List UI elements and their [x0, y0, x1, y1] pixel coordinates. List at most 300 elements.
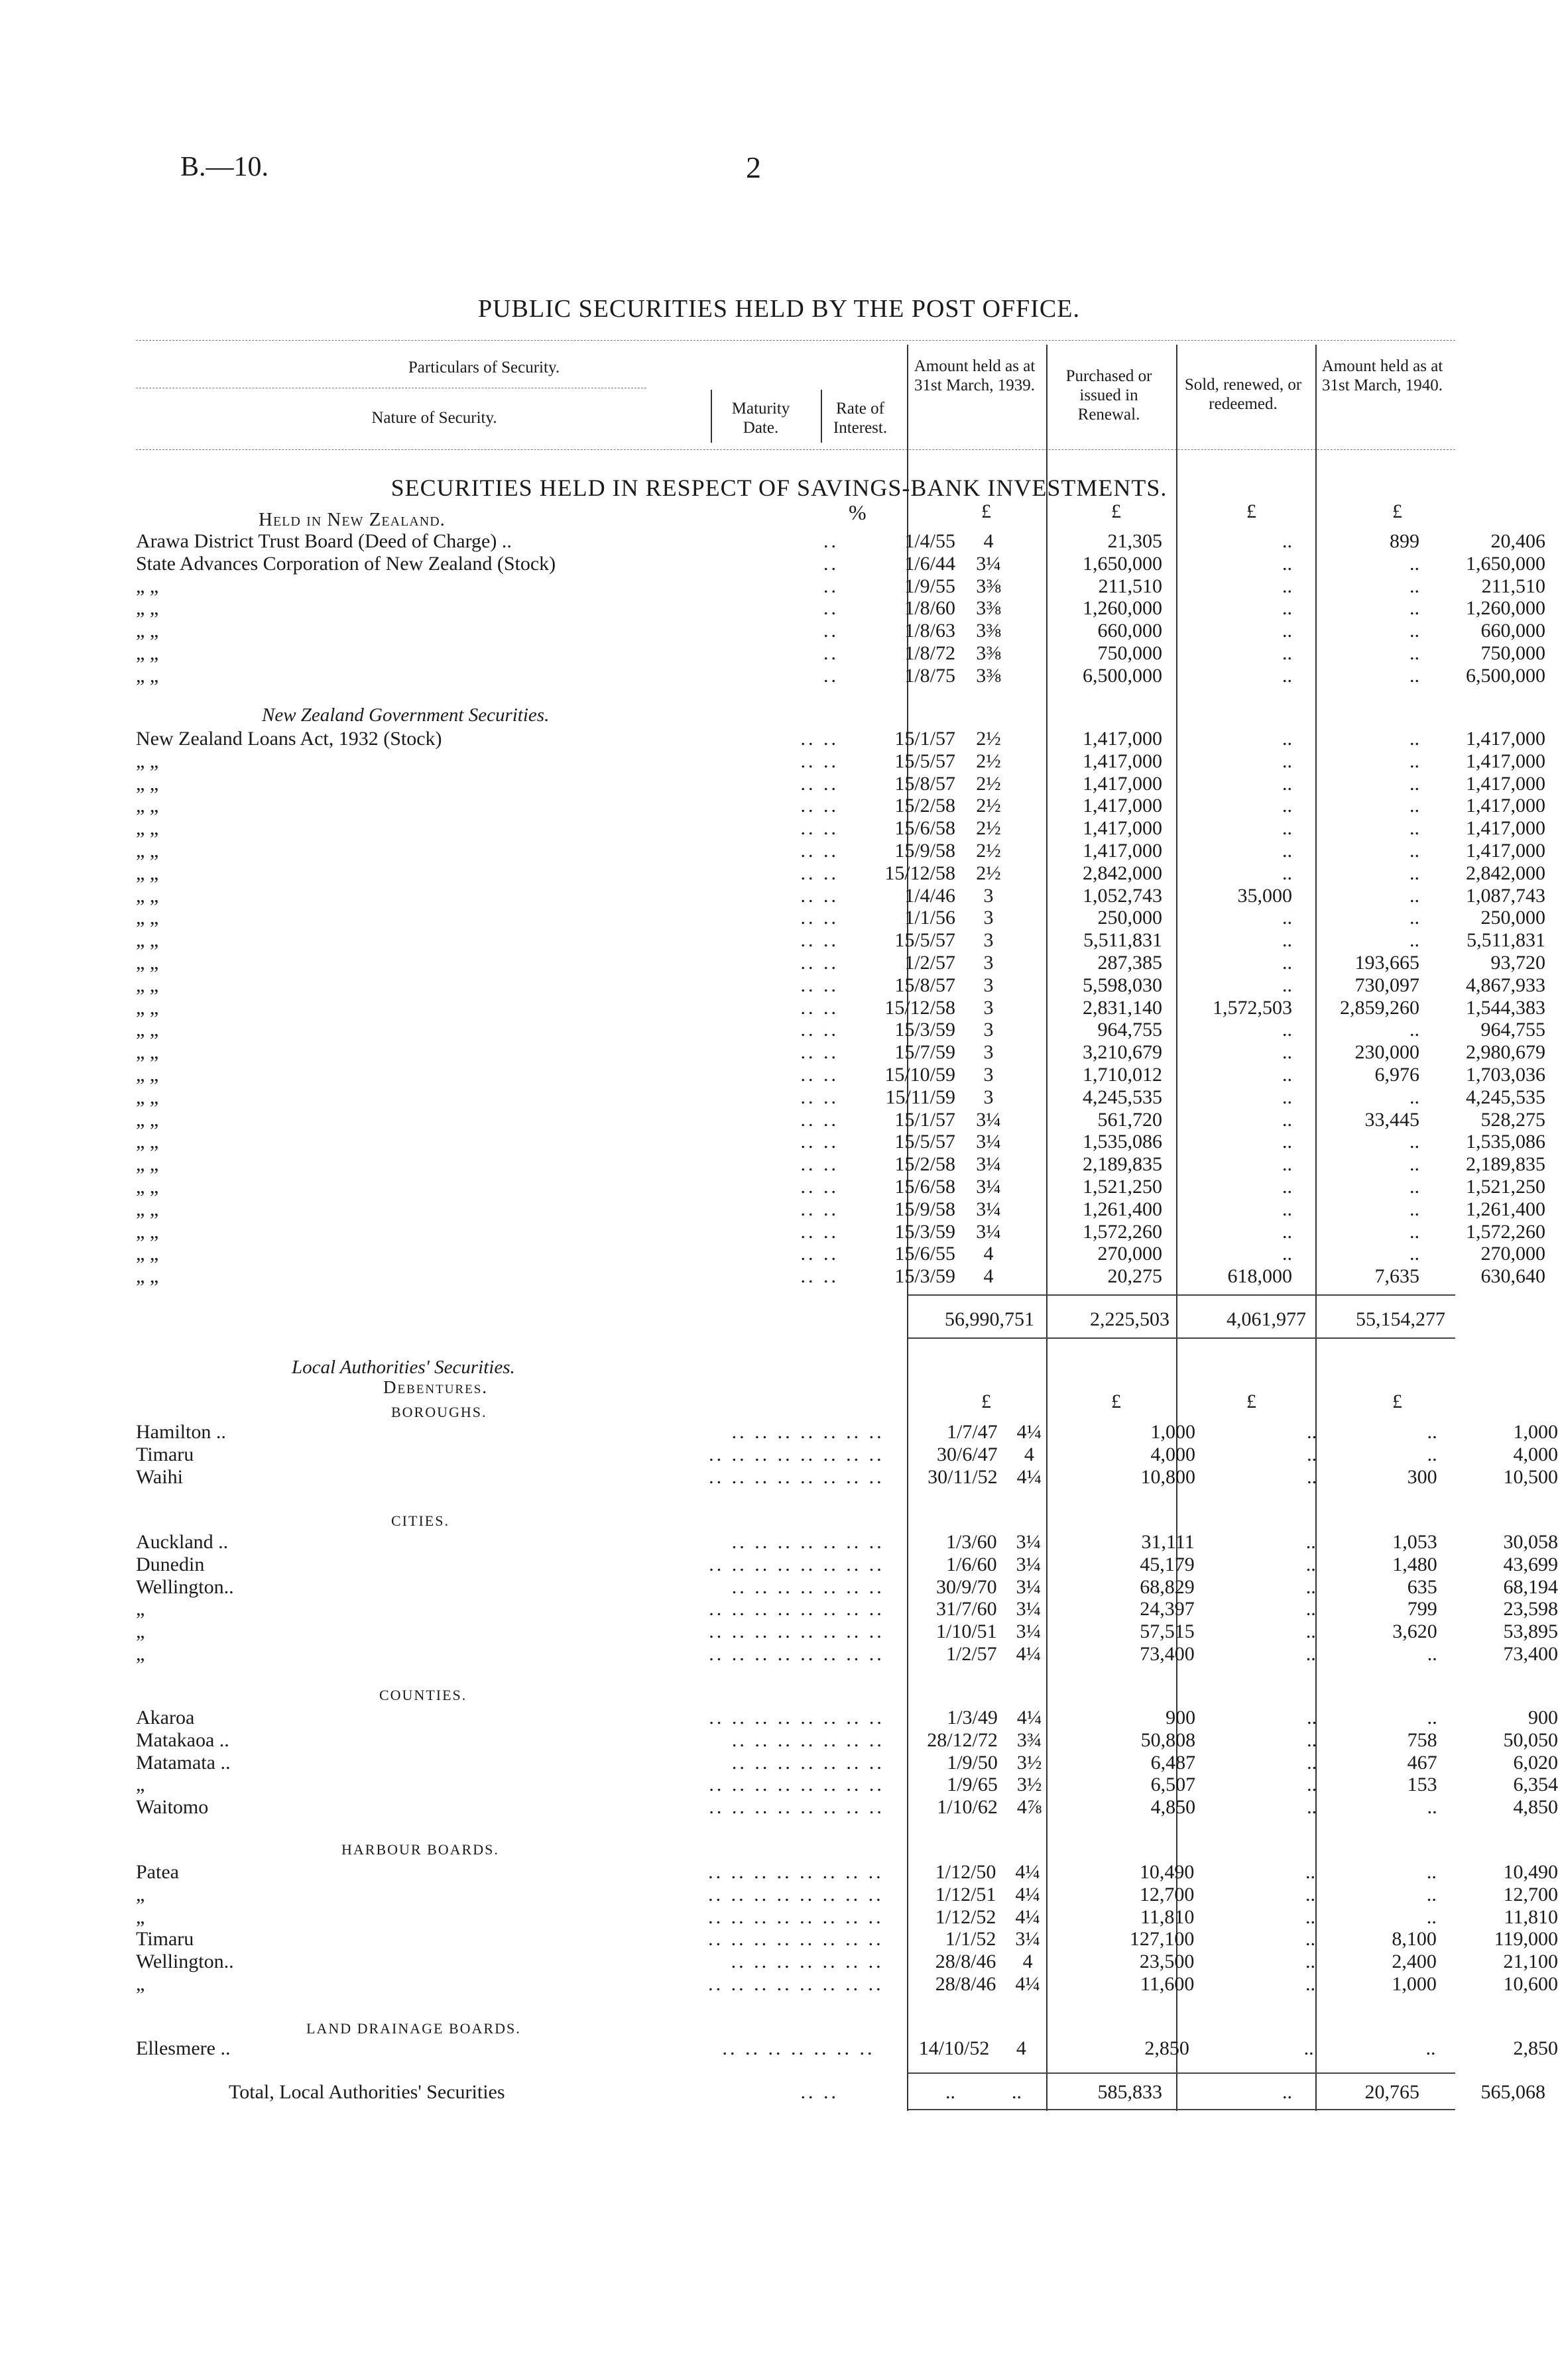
harbour-purchased: ..: [1305, 1905, 1316, 1928]
govt-name: „ „: [136, 1265, 159, 1288]
govt-purchased: ..: [1282, 974, 1292, 996]
harbour-name: „: [136, 1905, 145, 1928]
nz-held-1940: 750,000: [1480, 642, 1545, 664]
govt-maturity: 1/1/56: [904, 907, 955, 929]
city-purchased: ..: [1305, 1575, 1316, 1598]
govt-held-1940: 964,755: [1480, 1019, 1545, 1041]
govt-sold: ..: [1409, 1243, 1419, 1265]
city-dots: .. .. .. .. .. .. .. ..: [709, 1620, 884, 1643]
govt-dots: .. ..: [800, 1198, 839, 1220]
borough-held-1939: 10,800: [1140, 1465, 1195, 1488]
table-local-total: [136, 2081, 1545, 2104]
harbour-held-1939: 127,100: [1129, 1928, 1195, 1951]
document-reference: B.—10.: [180, 152, 269, 182]
harbour-rate: 4: [1022, 1951, 1033, 1973]
govt-purchased: ..: [1282, 817, 1292, 840]
harbour-row: [136, 1928, 1558, 1951]
govt-held-1939: 270,000: [1097, 1243, 1162, 1265]
nz-held-1939: 21,305: [1107, 530, 1162, 552]
govt-row: [136, 1041, 1545, 1064]
govt-row: [136, 997, 1545, 1019]
govt-purchased: 618,000: [1227, 1265, 1292, 1288]
govt-maturity: 15/5/57: [894, 929, 955, 952]
harbour-held-1939: 12,700: [1139, 1883, 1195, 1905]
nz-held-1940: 660,000: [1480, 620, 1545, 642]
table-nz-securities: [136, 530, 1545, 687]
govt-held-1939: 287,385: [1097, 951, 1162, 974]
nz-dots: ..: [823, 530, 839, 552]
heading-boroughs: BOROUGHS.: [391, 1404, 487, 1420]
borough-row: [136, 1466, 1558, 1489]
govt-rate: 2½: [976, 750, 1001, 772]
city-held-1939: 45,179: [1140, 1553, 1195, 1575]
govt-purchased: 1,572,503: [1213, 996, 1292, 1019]
county-maturity: 1/9/50: [947, 1751, 998, 1774]
harbour-held-1939: 11,600: [1140, 1972, 1195, 1995]
govt-row: [136, 1176, 1545, 1198]
govt-held-1940: 2,842,000: [1466, 862, 1545, 884]
harbour-sold: 8,100: [1392, 1928, 1437, 1951]
govt-held-1940: 1,417,000: [1466, 839, 1545, 862]
govt-dots: .. ..: [800, 795, 839, 817]
county-held-1940: 4,850: [1513, 1796, 1558, 1819]
harbour-rate: 3¼: [1015, 1928, 1040, 1951]
nz-rate: 4: [983, 530, 994, 552]
govt-maturity: 15/3/59: [894, 1220, 955, 1243]
govt-rate: 3¼: [976, 1108, 1001, 1131]
county-purchased: ..: [1307, 1707, 1317, 1728]
govt-sold: ..: [1409, 1220, 1419, 1243]
county-name: Akaroa: [136, 1707, 195, 1728]
nz-held-1940: 6,500,000: [1466, 664, 1545, 687]
harbour-name: Wellington..: [136, 1951, 234, 1973]
govt-purchased: ..: [1282, 862, 1292, 884]
govt-sold: 730,097: [1354, 974, 1419, 996]
city-row: [136, 1554, 1558, 1576]
govt-held-1939: 561,720: [1097, 1108, 1162, 1131]
nz-held-1939: 1,650,000: [1083, 552, 1162, 575]
nz-dots: ..: [823, 597, 839, 620]
county-held-1939: 50,808: [1140, 1728, 1196, 1751]
city-rate: 3¼: [1016, 1553, 1042, 1575]
harbour-sold: ..: [1426, 1883, 1437, 1905]
govt-dots: .. ..: [800, 1220, 839, 1243]
govt-row: [136, 795, 1545, 817]
harbour-dots: .. .. .. .. .. .. .. ..: [708, 1861, 884, 1883]
city-held-1939: 68,829: [1140, 1575, 1195, 1598]
govt-rate: 3¼: [976, 1198, 1001, 1220]
govt-purchased: ..: [1282, 1153, 1292, 1176]
nz-purchased: ..: [1282, 530, 1292, 552]
harbour-dots: .. .. .. .. .. .. .. ..: [708, 1883, 884, 1905]
govt-maturity: 15/8/57: [894, 772, 955, 795]
harbour-rate: 4¼: [1015, 1883, 1040, 1905]
drainage-sold: ..: [1425, 2037, 1436, 2059]
harbour-maturity: 28/8/46: [935, 1951, 996, 1973]
govt-sold: 7,635: [1374, 1265, 1419, 1288]
govt-held-1939: 5,598,030: [1083, 974, 1162, 996]
govt-total-held-1940: 55,154,277: [1356, 1308, 1445, 1330]
table-govt-securities: [136, 728, 1545, 1288]
govt-maturity: 15/6/58: [894, 817, 955, 840]
govt-sold: ..: [1409, 750, 1419, 772]
harbour-row: [136, 1884, 1558, 1906]
govt-sold: ..: [1409, 1198, 1419, 1220]
city-sold: 1,480: [1392, 1553, 1437, 1575]
table-counties: [136, 1707, 1558, 1819]
govt-held-1940: 2,980,679: [1466, 1041, 1545, 1064]
local-total-bottom-rule: [908, 2109, 1455, 2110]
header-bottom-rule: [136, 449, 1455, 450]
govt-held-1940: 1,544,383: [1466, 996, 1545, 1019]
govt-row: [136, 1221, 1545, 1243]
city-rate: 3¼: [1016, 1620, 1042, 1643]
govt-name: „ „: [136, 1131, 159, 1153]
county-name: Waitomo: [136, 1796, 209, 1819]
local-total-label: Total, Local Authorities' Securities: [229, 2081, 505, 2103]
govt-name: „ „: [136, 996, 159, 1019]
govt-sold: 33,445: [1364, 1108, 1419, 1131]
govt-name: „ „: [136, 1220, 159, 1243]
city-name: „: [136, 1642, 145, 1665]
city-name: „: [136, 1598, 145, 1620]
govt-maturity: 15/9/58: [894, 1198, 955, 1220]
city-sold: 1,053: [1392, 1531, 1437, 1553]
harbour-held-1940: 119,000: [1494, 1928, 1558, 1951]
county-row: [136, 1729, 1558, 1752]
govt-rate: 2½: [976, 772, 1001, 795]
govt-held-1939: 1,417,000: [1083, 750, 1162, 772]
govt-maturity: 15/9/58: [894, 839, 955, 862]
county-held-1939: 900: [1166, 1707, 1196, 1728]
govt-dots: .. ..: [800, 884, 839, 907]
harbour-purchased: ..: [1305, 1951, 1316, 1973]
city-row: [136, 1576, 1558, 1599]
govt-rate: 3: [983, 884, 994, 907]
county-name: Matakaoa ..: [136, 1728, 229, 1751]
govt-sold: ..: [1409, 929, 1419, 952]
govt-dots: .. ..: [800, 1265, 839, 1288]
nz-maturity: 1/6/44: [904, 552, 955, 575]
govt-name: „ „: [136, 1198, 159, 1220]
local-total-sold: 20,765: [1364, 2081, 1419, 2103]
city-held-1939: 24,397: [1140, 1598, 1195, 1620]
harbour-dots: .. .. .. .. .. .. .. ..: [708, 1972, 884, 1995]
govt-rate: 3¼: [976, 1153, 1001, 1176]
county-dots: .. .. .. .. .. .. .. ..: [709, 1774, 884, 1796]
govt-purchased: ..: [1282, 1131, 1292, 1153]
harbour-held-1940: 10,490: [1503, 1861, 1558, 1883]
nz-held-1940: 20,406: [1490, 530, 1545, 552]
borough-sold: ..: [1427, 1421, 1437, 1443]
city-maturity: 1/10/51: [935, 1620, 997, 1643]
borough-purchased: ..: [1307, 1465, 1317, 1488]
borough-rate: 4¼: [1016, 1421, 1042, 1443]
nz-row: [136, 597, 1545, 620]
local-total-maturity: ..: [945, 2081, 955, 2103]
govt-name: „ „: [136, 795, 159, 817]
harbour-row: [136, 1973, 1558, 1996]
county-held-1939: 4,850: [1150, 1796, 1196, 1819]
nz-sold: ..: [1409, 575, 1419, 597]
nz-purchased: ..: [1282, 664, 1292, 687]
borough-sold: ..: [1427, 1443, 1437, 1465]
drainage-maturity: 14/10/52: [918, 2037, 990, 2059]
city-held-1939: 73,400: [1140, 1642, 1195, 1665]
govt-purchased: 35,000: [1237, 884, 1292, 907]
govt-rate: 3: [983, 974, 994, 996]
govt-held-1939: 3,210,679: [1083, 1041, 1162, 1064]
govt-rate: 3¼: [976, 1175, 1001, 1198]
govt-held-1940: 1,417,000: [1466, 750, 1545, 772]
nz-sold: 899: [1390, 530, 1419, 552]
govt-total-top-rule: [908, 1294, 1455, 1296]
nz-sold: ..: [1409, 552, 1419, 575]
header-held-1940: Amount held as at 31st March, 1940.: [1321, 357, 1443, 394]
govt-purchased: ..: [1282, 1063, 1292, 1086]
borough-held-1940: 1,000: [1513, 1421, 1558, 1443]
govt-row: [136, 929, 1545, 952]
govt-held-1939: 1,417,000: [1083, 772, 1162, 795]
local-unit-pound-purchased: £: [1111, 1390, 1121, 1412]
nz-held-1939: 660,000: [1097, 620, 1162, 642]
nz-name: „ „: [136, 664, 159, 687]
harbour-maturity: 28/8/46: [935, 1972, 996, 1995]
county-maturity: 1/9/65: [947, 1774, 998, 1796]
county-dots: .. .. .. .. .. .. .. ..: [709, 1707, 884, 1728]
harbour-sold: ..: [1426, 1861, 1437, 1883]
govt-held-1939: 20,275: [1107, 1265, 1162, 1288]
nz-dots: ..: [823, 642, 839, 664]
govt-sold: ..: [1409, 1086, 1419, 1108]
govt-row: [136, 1019, 1545, 1041]
govt-purchased: ..: [1282, 907, 1292, 929]
govt-rate: 2½: [976, 728, 1001, 750]
govt-name: „ „: [136, 884, 159, 907]
govt-total-bottom-rule: [908, 1337, 1455, 1339]
county-row: [136, 1796, 1558, 1819]
govt-total-sold: 4,061,977: [1227, 1308, 1306, 1330]
govt-row: [136, 1109, 1545, 1131]
borough-dots: .. .. .. .. .. .. .. ..: [709, 1443, 884, 1465]
harbour-held-1940: 21,100: [1503, 1951, 1558, 1973]
borough-row: [136, 1421, 1558, 1444]
govt-purchased: ..: [1282, 1220, 1292, 1243]
govt-rate: 2½: [976, 862, 1001, 884]
header-rule-maturity: [711, 390, 712, 443]
heading-local-authorities: Local Authorities' Securities.: [292, 1357, 515, 1378]
city-held-1940: 43,699: [1503, 1553, 1558, 1575]
govt-maturity: 15/6/58: [894, 1175, 955, 1198]
harbour-name: „: [136, 1972, 145, 1995]
govt-held-1939: 1,417,000: [1083, 839, 1162, 862]
heading-debentures: Debentures.: [383, 1377, 489, 1397]
nz-name: „ „: [136, 620, 159, 642]
govt-sold: ..: [1409, 772, 1419, 795]
nz-purchased: ..: [1282, 620, 1292, 642]
local-unit-pound-1940: £: [1392, 1390, 1402, 1412]
borough-name: Timaru: [136, 1443, 194, 1465]
city-dots: .. .. .. .. .. .. ..: [731, 1531, 884, 1553]
county-dots: .. .. .. .. .. .. .. ..: [709, 1796, 884, 1819]
city-sold: 799: [1407, 1598, 1437, 1620]
city-name: Wellington..: [136, 1575, 234, 1598]
govt-maturity: 15/10/59: [884, 1063, 955, 1086]
govt-maturity: 15/6/55: [894, 1243, 955, 1265]
nz-dots: ..: [823, 620, 839, 642]
govt-row: [136, 952, 1545, 974]
local-unit-pound-1939: £: [981, 1390, 991, 1412]
city-rate: 3¼: [1016, 1598, 1042, 1620]
govt-purchased: ..: [1282, 951, 1292, 974]
city-dots: .. .. .. .. .. .. .. ..: [709, 1598, 884, 1620]
govt-held-1939: 1,417,000: [1083, 728, 1162, 750]
govt-maturity: 15/12/58: [884, 862, 955, 884]
city-row: [136, 1531, 1558, 1554]
county-rate: 4¼: [1016, 1707, 1042, 1728]
harbour-dots: .. .. .. .. .. .. .. ..: [708, 1928, 884, 1951]
govt-rate: 2½: [976, 795, 1001, 817]
nz-purchased: ..: [1282, 552, 1292, 575]
govt-maturity: 1/2/57: [904, 951, 955, 974]
govt-name: „ „: [136, 1108, 159, 1131]
local-total-top-rule: [908, 2072, 1455, 2074]
govt-dots: .. ..: [800, 750, 839, 772]
govt-purchased: ..: [1282, 839, 1292, 862]
nz-held-1940: 1,650,000: [1466, 552, 1545, 575]
county-purchased: ..: [1307, 1751, 1317, 1774]
city-purchased: ..: [1305, 1620, 1316, 1643]
govt-name: „ „: [136, 1019, 159, 1041]
borough-held-1940: 10,500: [1503, 1465, 1558, 1488]
harbour-sold: 2,400: [1392, 1951, 1437, 1973]
city-row: [136, 1598, 1558, 1620]
nz-purchased: ..: [1282, 642, 1292, 664]
nz-held-1939: 6,500,000: [1083, 664, 1162, 687]
harbour-sold: ..: [1426, 1905, 1437, 1928]
city-row: [136, 1620, 1558, 1643]
borough-row: [136, 1444, 1558, 1466]
govt-row: [136, 750, 1545, 773]
borough-maturity: 30/6/47: [936, 1443, 998, 1465]
govt-rate: 3¼: [976, 1131, 1001, 1153]
nz-name: State Advances Corporation of New Zealand (Stock): [136, 552, 556, 575]
govt-held-1940: 4,867,933: [1466, 974, 1545, 996]
county-purchased: ..: [1307, 1796, 1317, 1819]
nz-row: [136, 530, 1545, 553]
nz-row: [136, 665, 1545, 687]
county-name: Matamata ..: [136, 1751, 231, 1774]
county-sold: 153: [1407, 1774, 1437, 1796]
county-row: [136, 1752, 1558, 1774]
govt-sold: ..: [1409, 839, 1419, 862]
govt-held-1940: 1,521,250: [1466, 1175, 1545, 1198]
govt-dots: .. ..: [800, 951, 839, 974]
govt-purchased: ..: [1282, 1019, 1292, 1041]
city-row: [136, 1643, 1558, 1666]
city-held-1940: 73,400: [1503, 1642, 1558, 1665]
nz-sold: ..: [1409, 597, 1419, 620]
nz-maturity: 1/8/60: [904, 597, 955, 620]
govt-rate: 3: [983, 996, 994, 1019]
govt-sold: ..: [1409, 1175, 1419, 1198]
govt-maturity: 15/12/58: [884, 996, 955, 1019]
county-maturity: 1/3/49: [947, 1707, 998, 1728]
govt-sold: ..: [1409, 1131, 1419, 1153]
govt-row: [136, 1153, 1545, 1176]
govt-maturity: 15/11/59: [885, 1086, 955, 1108]
drainage-held-1939: 2,850: [1144, 2037, 1189, 2059]
govt-maturity: 15/3/59: [894, 1265, 955, 1288]
county-maturity: 28/12/72: [927, 1728, 998, 1751]
borough-rate: 4: [1024, 1443, 1034, 1465]
city-name: Dunedin: [136, 1553, 205, 1575]
harbour-row: [136, 1861, 1558, 1884]
govt-name: New Zealand Loans Act, 1932 (Stock): [136, 728, 442, 750]
county-sold: ..: [1427, 1707, 1437, 1728]
harbour-rate: 4¼: [1015, 1861, 1040, 1883]
county-held-1940: 6,354: [1513, 1774, 1558, 1796]
nz-dots: ..: [823, 552, 839, 575]
heading-govt-securities: New Zealand Government Securities.: [262, 705, 550, 726]
county-purchased: ..: [1307, 1728, 1317, 1751]
govt-total-purchased: 2,225,503: [1090, 1308, 1169, 1330]
govt-sold: ..: [1409, 1019, 1419, 1041]
govt-held-1939: 250,000: [1097, 907, 1162, 929]
govt-rate: 3: [983, 1019, 994, 1041]
govt-purchased: ..: [1282, 1041, 1292, 1064]
nz-maturity: 1/8/72: [904, 642, 955, 664]
table-land-drainage: [136, 2037, 1558, 2060]
govt-sold: ..: [1409, 728, 1419, 750]
city-sold: 635: [1407, 1575, 1437, 1598]
govt-held-1940: 1,535,086: [1466, 1131, 1545, 1153]
govt-name: „ „: [136, 1175, 159, 1198]
city-purchased: ..: [1305, 1642, 1316, 1665]
county-rate: 4⅞: [1016, 1796, 1042, 1819]
nz-held-1939: 750,000: [1097, 642, 1162, 664]
govt-held-1939: 4,245,535: [1083, 1086, 1162, 1108]
city-sold: ..: [1427, 1642, 1437, 1665]
county-sold: ..: [1427, 1796, 1437, 1819]
govt-held-1940: 1,417,000: [1466, 772, 1545, 795]
harbour-purchased: ..: [1305, 1861, 1316, 1883]
borough-dots: .. .. .. .. .. .. ..: [731, 1421, 884, 1443]
county-row: [136, 1774, 1558, 1796]
nz-purchased: ..: [1282, 597, 1292, 620]
local-total-held-1940: 565,068: [1480, 2081, 1545, 2103]
govt-row: [136, 840, 1545, 862]
borough-held-1939: 1,000: [1150, 1421, 1195, 1443]
govt-sold: ..: [1409, 862, 1419, 884]
govt-maturity: 1/4/46: [904, 884, 955, 907]
govt-rate: 3: [983, 1063, 994, 1086]
govt-held-1940: 1,417,000: [1466, 817, 1545, 840]
nz-maturity: 1/4/55: [904, 530, 955, 552]
govt-dots: .. ..: [800, 1153, 839, 1176]
govt-held-1939: 1,052,743: [1083, 884, 1162, 907]
city-purchased: ..: [1305, 1531, 1316, 1553]
harbour-purchased: ..: [1305, 1972, 1316, 1995]
govt-rate: 3: [983, 951, 994, 974]
govt-held-1939: 1,535,086: [1083, 1131, 1162, 1153]
table-cities: [136, 1531, 1558, 1666]
drainage-rate: 4: [1016, 2037, 1026, 2059]
govt-sold: ..: [1409, 795, 1419, 817]
harbour-held-1939: 23,500: [1139, 1951, 1195, 1973]
govt-held-1940: 1,261,400: [1466, 1198, 1545, 1220]
city-held-1939: 31,111: [1141, 1531, 1195, 1553]
